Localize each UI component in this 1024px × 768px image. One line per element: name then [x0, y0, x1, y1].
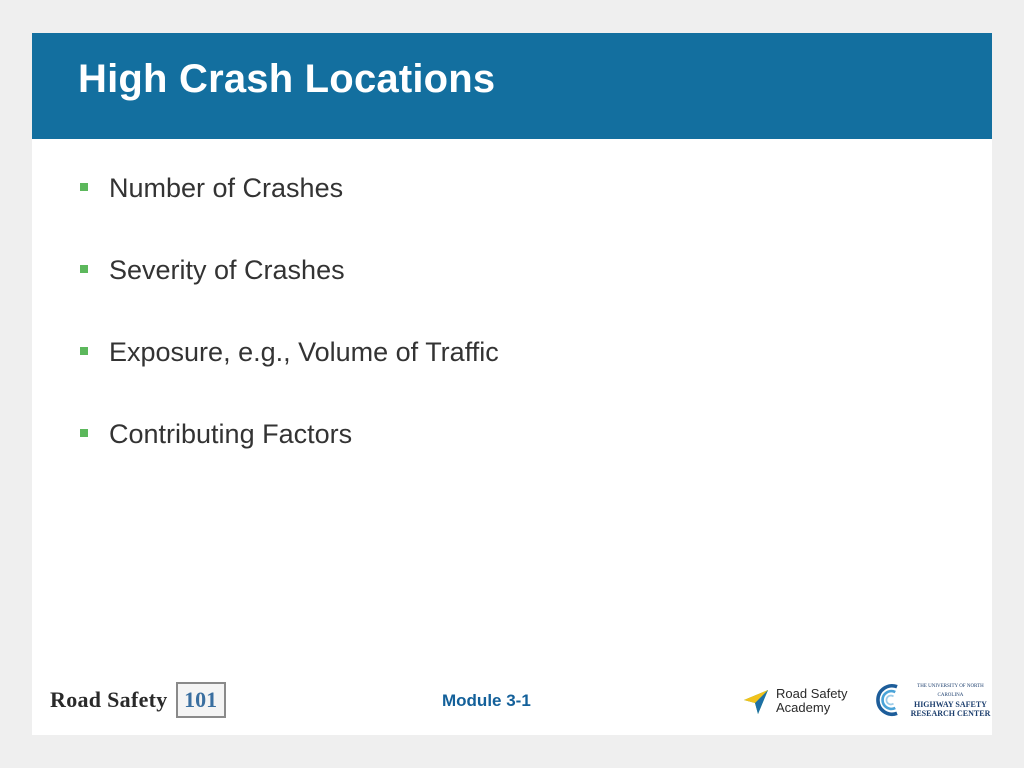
- square-bullet-icon: [80, 183, 88, 191]
- bullet-text: Number of Crashes: [109, 173, 344, 203]
- module-label: Module 3-1: [442, 691, 531, 710]
- bullet-text: Exposure, e.g., Volume of Traffic: [109, 337, 499, 367]
- road-safety-101-badge: 101: [176, 682, 226, 718]
- hsrc-swirl-icon: [874, 680, 906, 720]
- bullet-text: Severity of Crashes: [109, 255, 345, 285]
- square-bullet-icon: [80, 265, 88, 273]
- square-bullet-icon: [80, 429, 88, 437]
- square-bullet-icon: [80, 347, 88, 355]
- road-safety-logo-text: Road Safety: [50, 687, 168, 712]
- road-safety-101-logo: [50, 680, 226, 720]
- bullet-text: Contributing Factors: [109, 419, 353, 449]
- academy-logo-text: Road Safety Academy: [776, 686, 848, 715]
- slide-title: High Crash Locations: [78, 57, 496, 101]
- road-arrow-icon: [742, 686, 772, 716]
- slide: [32, 33, 992, 735]
- road-safety-academy-logo: [742, 683, 848, 719]
- hsrc-logo-text: THE UNIVERSITY OF NORTH CAROLINA HIGHWAY SAFETY RESEARCH CENTER: [910, 684, 991, 718]
- title-bar: [32, 33, 992, 139]
- highway-safety-research-center-logo: [874, 679, 992, 721]
